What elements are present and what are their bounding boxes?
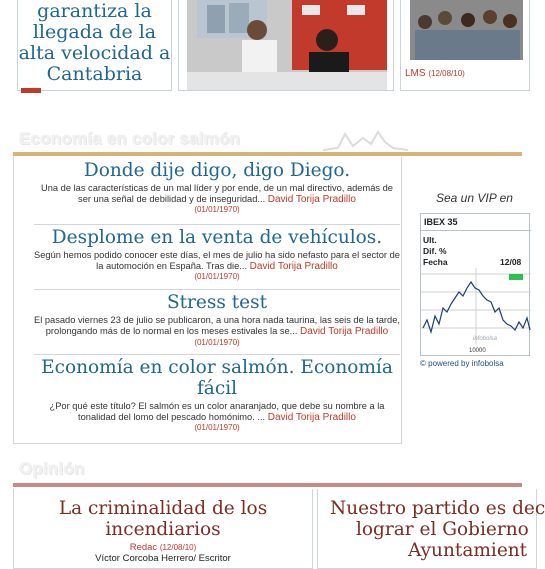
vip-promo-text[interactable]: Sea un VIP en [436, 191, 513, 205]
article-date: (01/01/1970) [194, 272, 240, 281]
opinion-subtitle: Víctor Corcoba Herrero/ Escritor [95, 553, 231, 564]
chart-watermark: infobolsa [473, 336, 498, 342]
ibex-quote-widget[interactable] [420, 213, 530, 356]
featured-story-left [17, 0, 172, 91]
right-date: (12/08/10) [428, 69, 465, 78]
article-excerpt-text: Una de las características de un mal líder y por ende, de un mal directivo, además de ser una señal de debilidad y de inseguridad... [41, 183, 393, 204]
right-byline [405, 68, 465, 79]
article-author-link[interactable]: David Torija Pradillo [300, 326, 389, 337]
article-date: (01/01/1970) [194, 423, 240, 432]
article-author-link[interactable]: David Torija Pradillo [267, 194, 356, 205]
opinion-title[interactable]: La criminalidad de los incendiarios [58, 498, 268, 540]
article-title[interactable]: Stress test [166, 292, 268, 313]
opinion-title-link[interactable] [318, 498, 545, 561]
article-author-link[interactable]: David Torija Pradillo [249, 261, 338, 272]
economia-section-rule [13, 152, 522, 156]
article-excerpt [34, 315, 400, 348]
right-author[interactable]: LMS [405, 68, 426, 79]
article-date: (01/01/1970) [194, 205, 240, 214]
article-item [34, 160, 400, 225]
article-author-link[interactable]: David Torija Pradillo [267, 412, 356, 423]
article-excerpt [34, 250, 400, 272]
article-excerpt [34, 183, 400, 205]
row-dif-label: Dif. % [423, 246, 447, 256]
top-featured-strip [0, 0, 522, 92]
featured-story-middle [178, 0, 394, 91]
chart-axis-label: 10000 [469, 348, 486, 354]
powered-by-link[interactable]: © powered by infobolsa [420, 359, 504, 368]
article-title[interactable]: Economía en color salmón. Economía fácil [41, 357, 393, 399]
ibex-mini-chart [421, 268, 531, 356]
article-item [34, 292, 400, 355]
economia-section-header [13, 129, 522, 159]
article-date: (01/01/1970) [194, 338, 240, 347]
article-excerpt [34, 401, 400, 423]
article-excerpt-text: El pasado viernes 23 de julio se publicaron, a una hora nada taurina, las seis de la tarde, prolongando más de lo normal en los meses estivales la se... [34, 315, 400, 336]
opinion-date: (12/08/10) [159, 543, 197, 552]
article-title[interactable]: Donde dije digo, digo Diego. [83, 160, 351, 181]
opinion-byline [14, 542, 312, 553]
featured-red-accent [21, 88, 41, 93]
economia-section-title[interactable]: Economía en color salmón [19, 129, 241, 148]
opinion-section-title[interactable]: Opinión [19, 459, 85, 478]
opinion-title-line: Nuestro partido es dec [330, 498, 545, 519]
row-fecha-value: 12/08 [500, 257, 522, 267]
article-title[interactable]: Desplome en la venta de vehículos. [51, 227, 383, 248]
index-name: IBEX 35 [424, 217, 458, 227]
opinion-section-header [13, 459, 522, 489]
opinion-title-line: lograr el Gobierno [356, 519, 529, 540]
opinion-section-rule [13, 483, 522, 487]
article-excerpt-text: ¿Por qué este título? El salmón es un color anaranjado, que debe su nombre a la tonalidad del lomo del pescado homónimo. ... [49, 401, 385, 422]
featured-headline-link[interactable]: garantiza la llegada de la alta velocidad a Cantabria [18, 0, 171, 85]
article-item [34, 227, 400, 290]
opinion-card [13, 489, 313, 569]
economia-article-list [13, 157, 402, 444]
article-excerpt-text: Según hemos podido conocer este días, el mes de julio ha sido nefasto para el sector de la automoción en España. Tras die... [34, 250, 400, 271]
row-ult-label: Ult. [423, 235, 437, 245]
opinion-title-line: Ayuntamient [408, 540, 528, 561]
group-photo[interactable] [410, 0, 523, 60]
article-item [34, 357, 400, 444]
row-fecha-label: Fecha [423, 257, 448, 267]
featured-photo[interactable] [187, 0, 387, 90]
chart-line-icon [323, 124, 423, 154]
opinion-card [317, 489, 545, 569]
opinion-author[interactable]: Redac [129, 542, 158, 553]
featured-story-right [400, 0, 530, 91]
widget-divider [421, 230, 531, 231]
